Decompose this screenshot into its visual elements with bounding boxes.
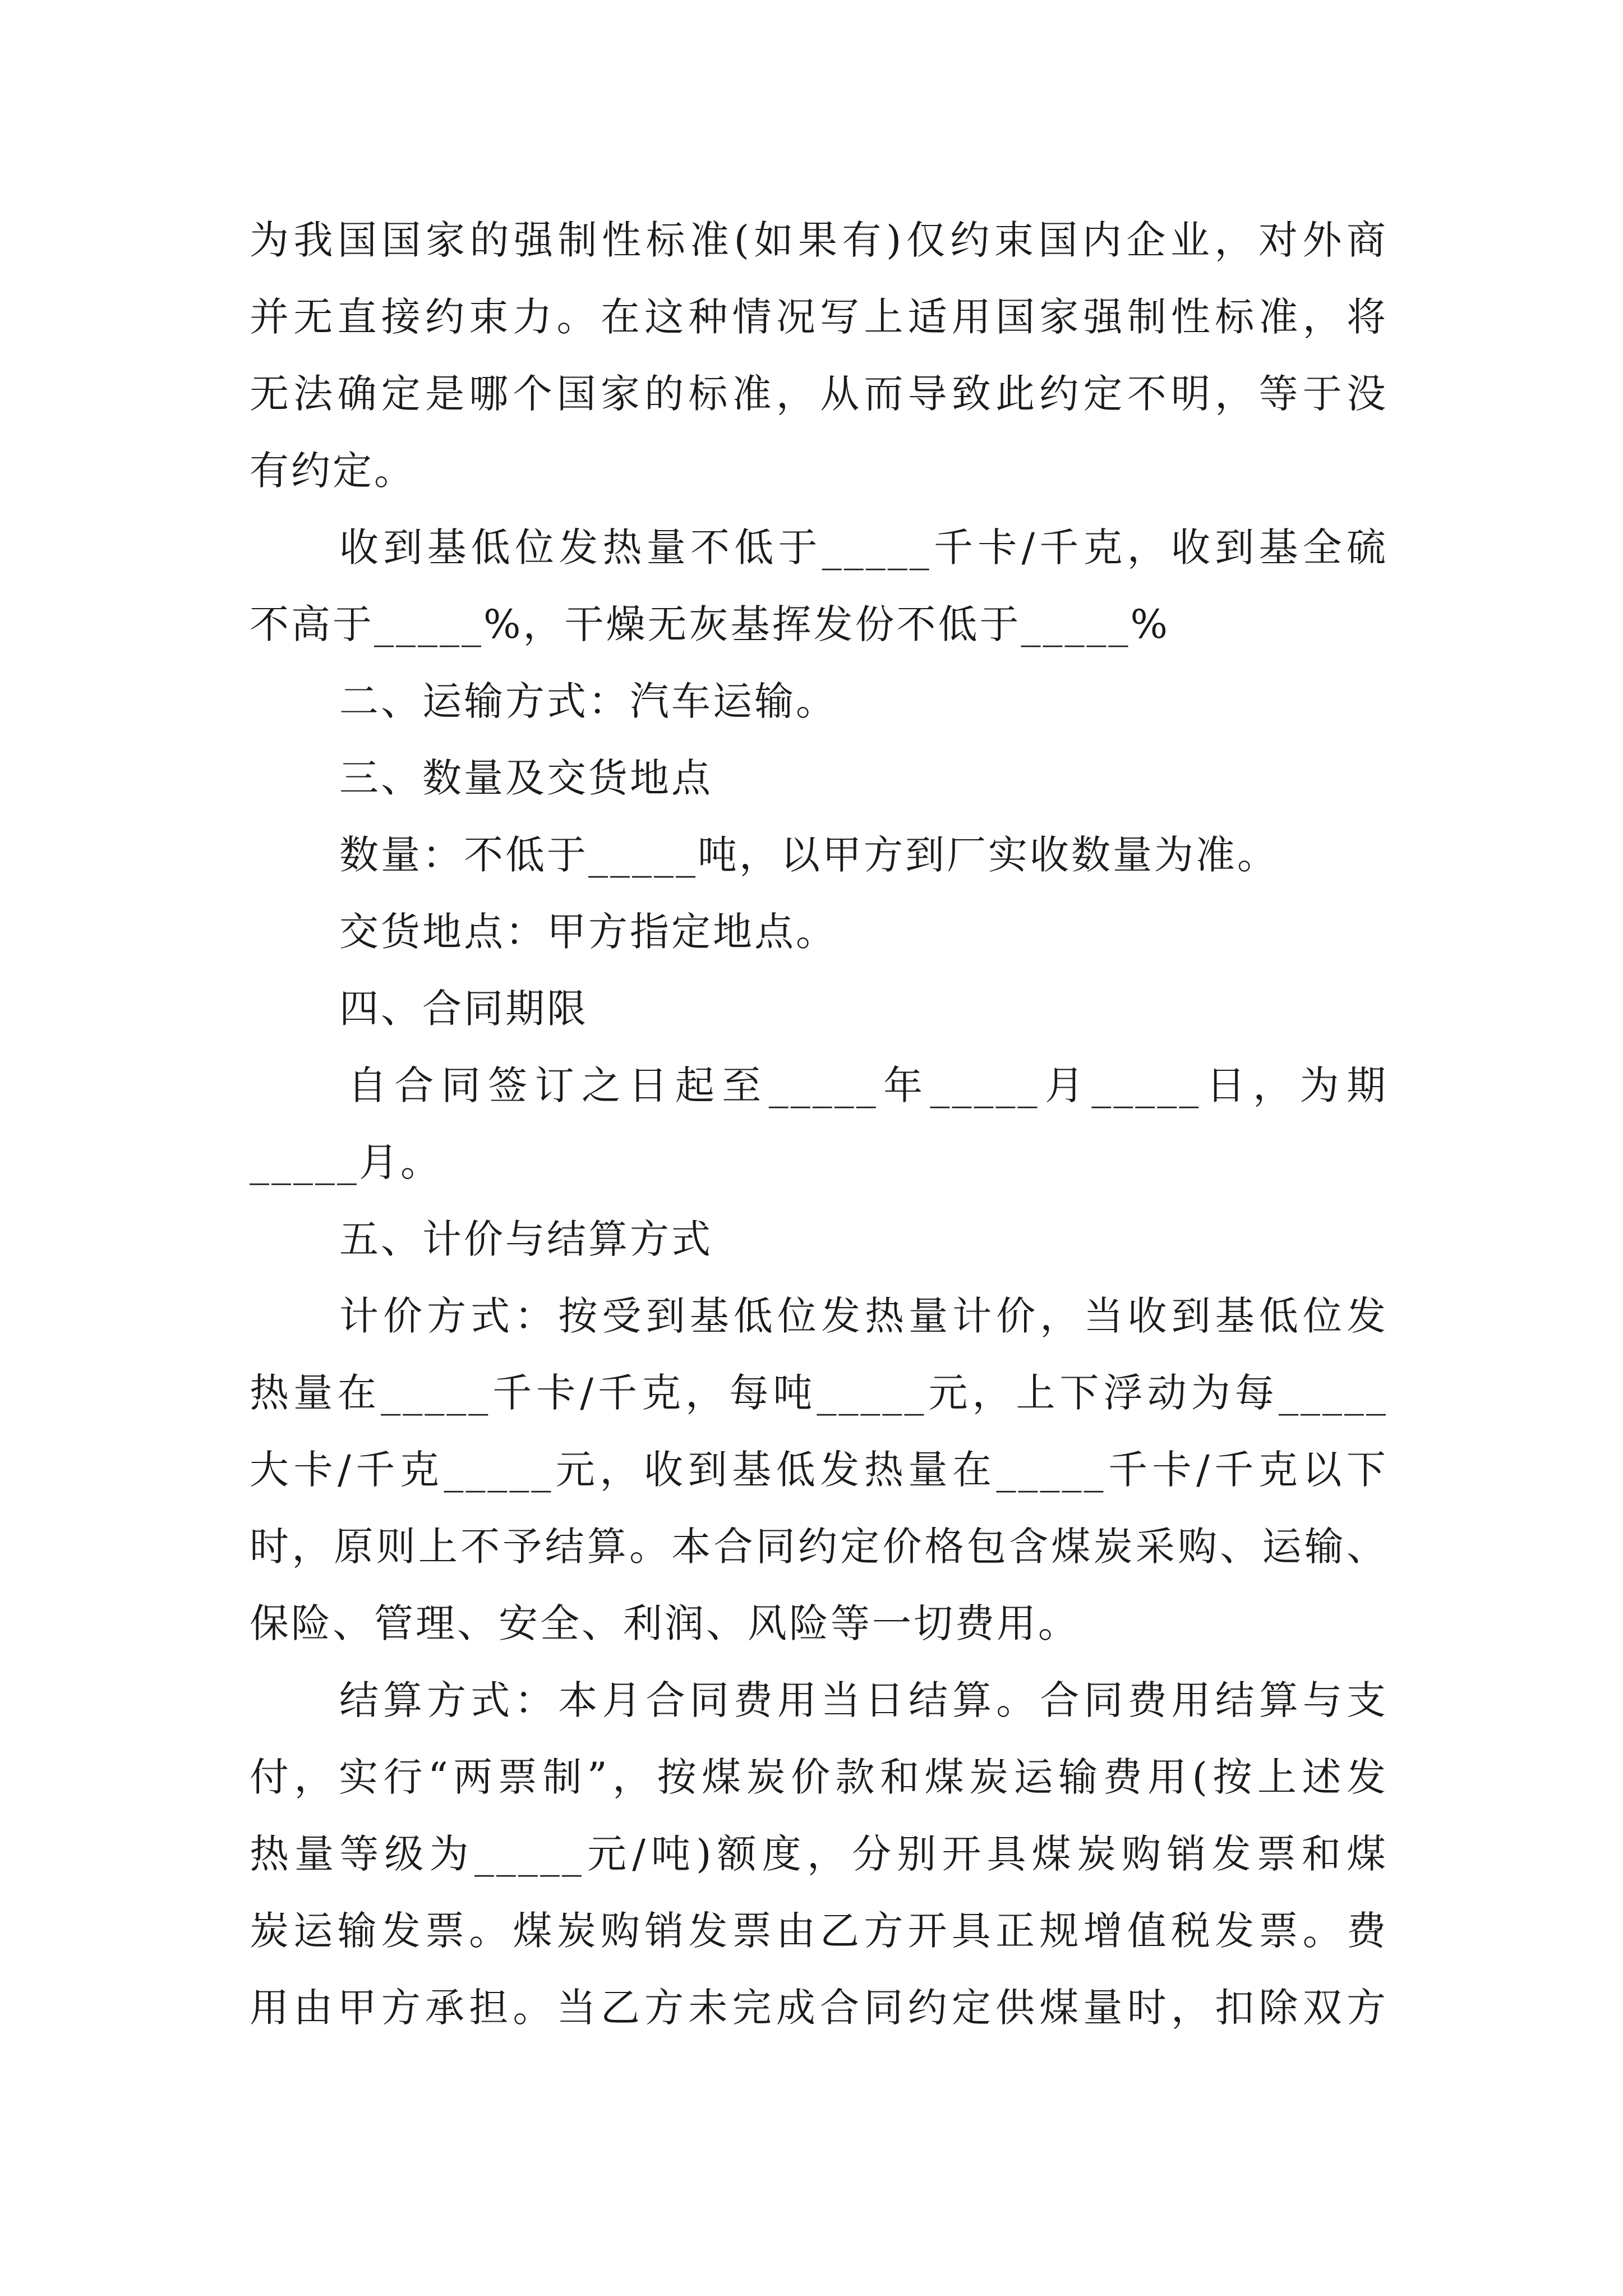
section-heading: 二、运输方式：汽车运输。 [339,678,837,724]
section-heading: 四、合同期限 [339,986,588,1032]
text-line: 自合同签订之日起至_____年_____月_____日，为期 [348,1062,1388,1108]
text-line: 炭运输发票。煤炭购销发票由乙方开具正规增值税发票。费 [250,1908,1388,1954]
text-line: 并无直接约束力。在这种情况写上适用国家强制性标准，将 [250,294,1388,340]
text-line: _____月。 [250,1139,442,1185]
text-line: 热量在_____千卡/千克，每吨_____元，上下浮动为每_____ [250,1370,1388,1416]
text-line: 数量：不低于_____吨，以甲方到厂实收数量为准。 [339,832,1279,878]
text-line: 有约定。 [250,448,416,494]
text-line: 无法确定是哪个国家的标准，从而导致此约定不明，等于没 [250,371,1388,417]
text-line: 计价方式：按受到基低位发热量计价，当收到基低位发 [339,1293,1388,1339]
section-heading: 三、数量及交货地点 [339,755,713,801]
text-line: 收到基低位发热量不低于_____千卡/千克，收到基全硫 [339,524,1388,570]
text-line: 热量等级为_____元/吨)额度，分别开具煤炭购销发票和煤 [250,1831,1388,1877]
text-line: 结算方式：本月合同费用当日结算。合同费用结算与支 [339,1677,1388,1723]
text-line: 用由甲方承担。当乙方未完成合同约定供煤量时，扣除双方 [250,1985,1388,2031]
text-line: 交货地点：甲方指定地点。 [339,909,837,955]
text-line: 为我国国家的强制性标准(如果有)仅约束国内企业，对外商 [250,217,1388,263]
section-heading: 五、计价与结算方式 [339,1216,713,1262]
text-line: 大卡/千克_____元，收到基低发热量在_____千卡/千克以下 [250,1447,1388,1493]
text-line: 不高于_____%，干燥无灰基挥发份不低于_____% [250,601,1170,647]
text-line: 保险、管理、安全、利润、风险等一切费用。 [250,1600,1080,1646]
text-line: 时，原则上不予结算。本合同约定价格包含煤炭采购、运输、 [250,1524,1388,1570]
text-line: 付，实行“两票制”，按煤炭价款和煤炭运输费用(按上述发 [250,1754,1388,1800]
document-body [250,202,1388,2046]
